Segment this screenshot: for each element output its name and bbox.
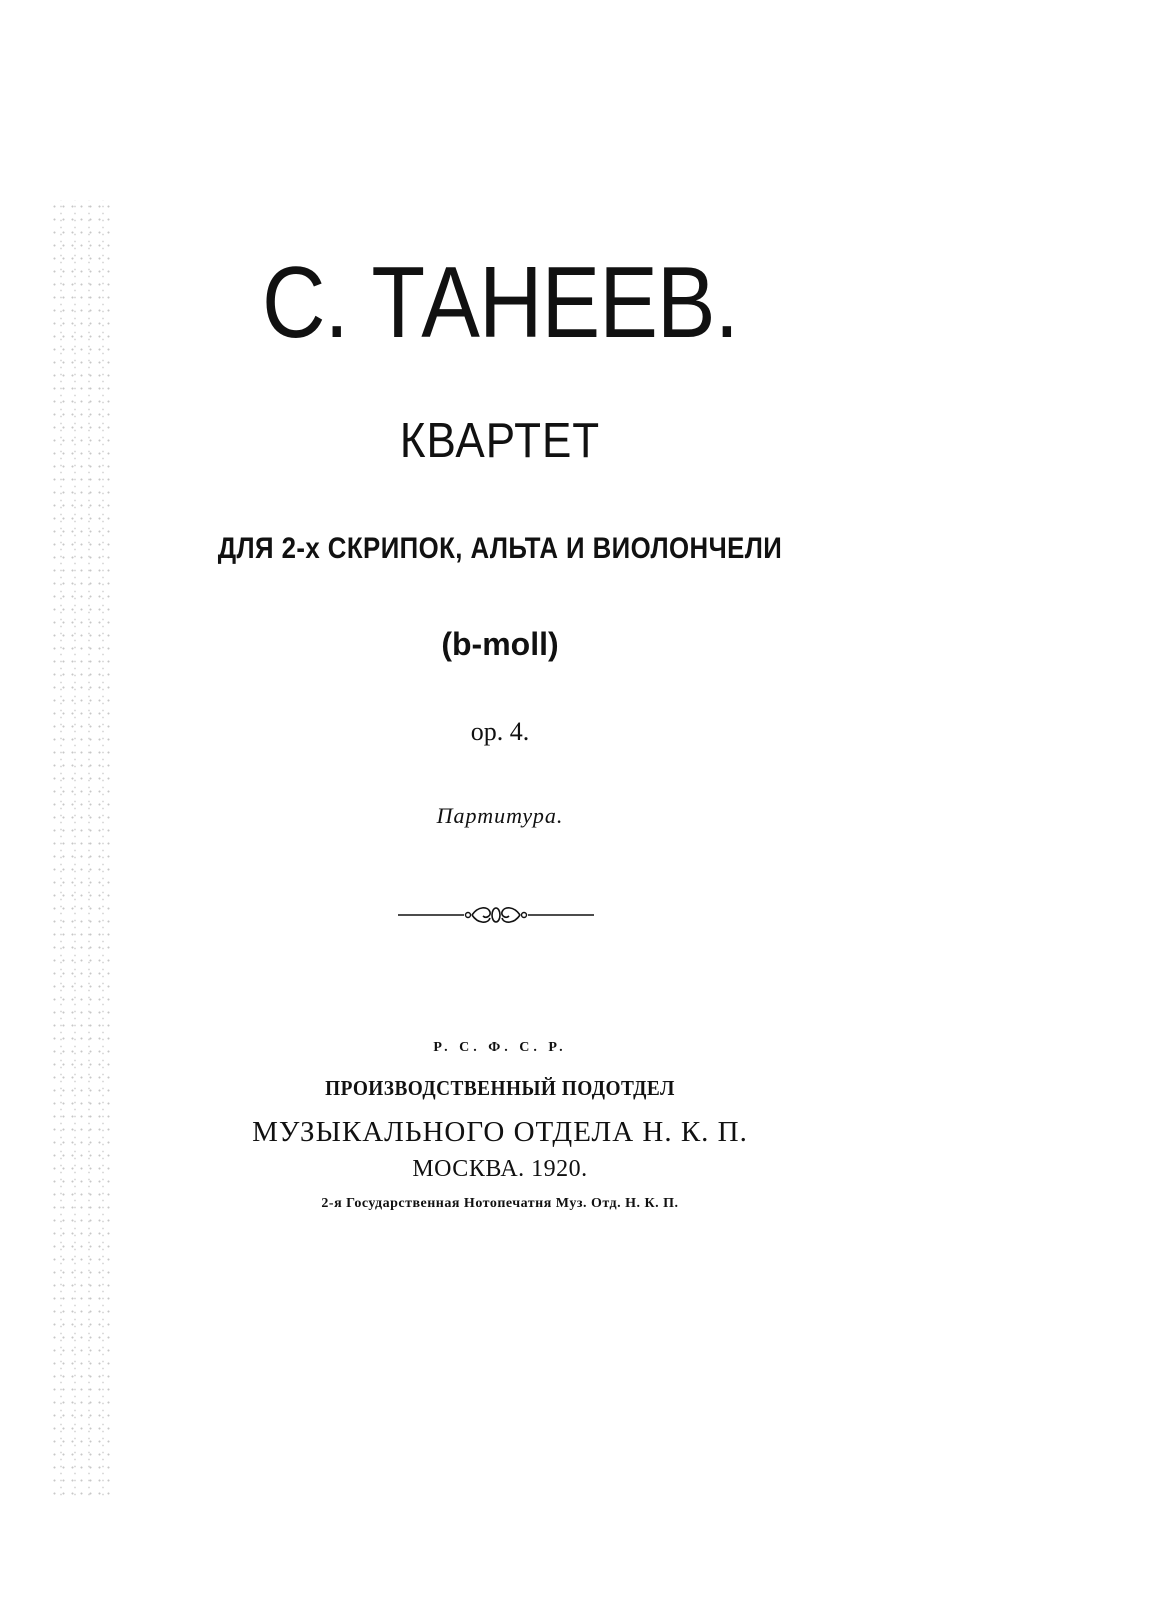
city-year: МОСКВА. 1920. [412,1156,588,1182]
republic-abbreviation: Р. С. Ф. С. Р. [433,1040,567,1055]
key-signature: (b-moll) [441,626,559,662]
scan-speckle-edge [50,200,110,1500]
score-label: Партитура. [436,803,564,828]
publisher-line-1: ПРОИЗВОДСТВЕННЫЙ ПОДОТДЕЛ [325,1076,675,1100]
ornament-divider-icon [398,900,594,930]
opus-number: op. 4. [470,717,530,746]
composer-name: С. ТАНЕЕВ. [261,245,739,359]
publisher-line-2: МУЗЫКАЛЬНОГО ОТДЕЛА Н. К. П. [252,1116,748,1148]
instrumentation: ДЛЯ 2-х СКРИПОК, АЛЬТА И ВИОЛОНЧЕЛИ [217,532,783,565]
work-title: КВАРТЕТ [399,413,601,468]
printer-credit: 2-я Государственная Нотопечатня Муз. Отд. Н. К. П. [321,1196,679,1211]
